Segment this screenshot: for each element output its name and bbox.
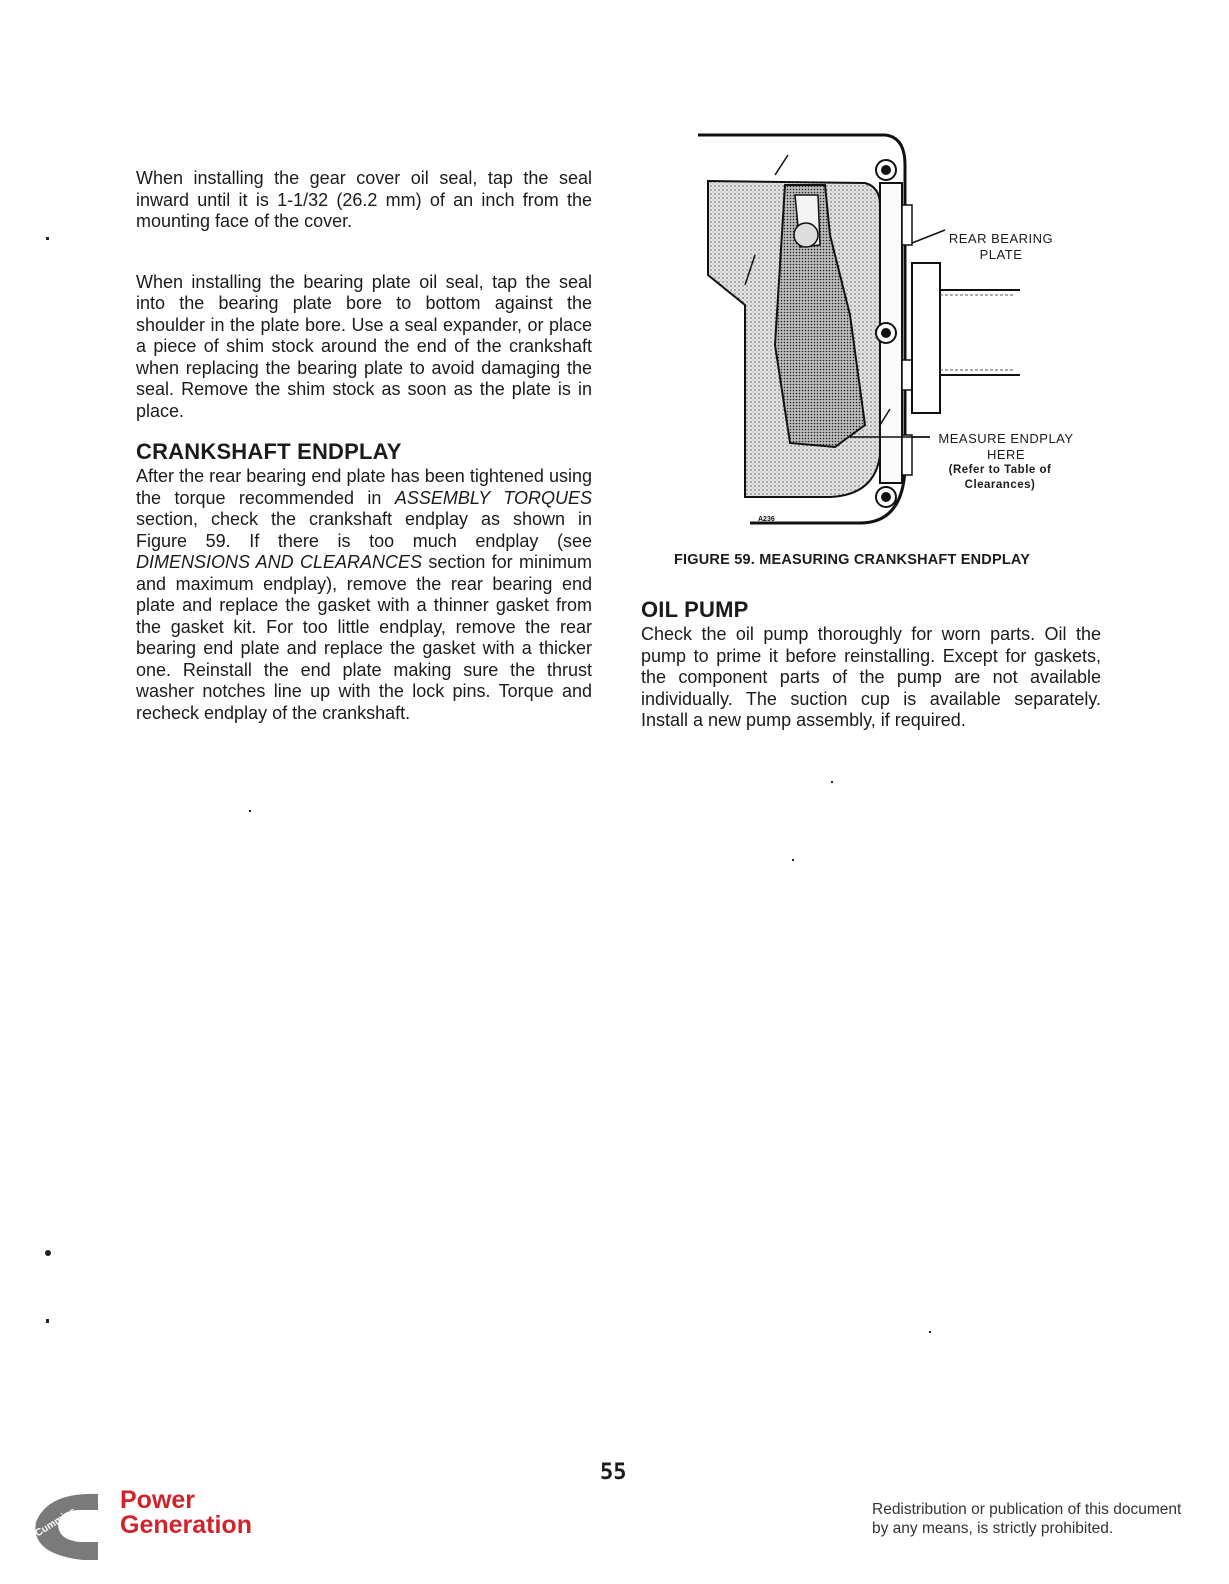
scan-speck <box>792 859 794 861</box>
oil-pump-heading: OIL PUMP <box>641 597 749 622</box>
scan-speck <box>831 781 833 783</box>
scan-speck <box>46 1319 49 1323</box>
refer-table-label: (Refer to Table of Clearances) <box>948 464 1052 491</box>
figure-code: A236 <box>758 516 775 523</box>
power-generation-brand: Power Generation <box>120 1486 252 1539</box>
rear-bearing-plate-label: REAR BEARING PLATE <box>948 231 1054 262</box>
assembly-torques-ref: ASSEMBLY TORQUES <box>394 487 592 508</box>
redistribution-notice: Redistribution or publication of this document by any means, is strictly prohibited. <box>872 1501 1182 1537</box>
scan-speck <box>249 810 251 812</box>
crankshaft-endplay-heading: CRANKSHAFT ENDPLAY <box>136 439 402 464</box>
logo-wordmark: Cummins <box>33 1505 78 1540</box>
scan-speck <box>45 1250 51 1256</box>
measure-endplay-label: MEASURE ENDPLAY HERE <box>938 431 1074 462</box>
oil-pump-paragraph: Check the oil pump thoroughly for worn parts. Oil the pump to prime it before reinstalling. Except for gaskets, the component parts of the pump are not available individually. The suction cup is available separately. Install a new pump assembly, if required. <box>641 624 1101 730</box>
dimensions-clearances-ref: DIMENSIONS AND CLEARANCES <box>136 552 423 572</box>
scan-speck <box>46 237 49 240</box>
gear-seal-paragraph: When installing the gear cover oil seal, tap the seal inward until it is 1-1/32 (26.2 mm) of an inch from the mounting face of the cover. <box>136 168 592 231</box>
scan-speck <box>929 1331 931 1333</box>
left-column <box>136 168 592 724</box>
right-column <box>641 596 1101 732</box>
page-number: 55 <box>600 1460 627 1485</box>
bearing-seal-paragraph: When installing the bearing plate oil seal, tap the seal into the bearing plate bore to bottom against the shoulder in the plate bore. Use a seal expander, or place a piece of shim stock around the end of the crankshaft when replacing the bearing plate to avoid damaging the seal. Remove the shim stock as soon as the plate is in place. <box>136 271 592 421</box>
figure-caption: FIGURE 59. MEASURING CRANKSHAFT ENDPLAY <box>674 552 1031 568</box>
endplay-paragraph: After the rear bearing end plate has been tightened using the torque recommended in ASSEMBLY TORQUES section, check the crankshaft endplay as shown in Figure 59. If there is too much endplay (see DIMENSIONS AND CLEARANCES section for minimum and maximum endplay), remove the rear bearing end plate and replace the gasket with a thinner gasket from the gasket kit. For too little endplay, remove the rear bearing end plate and replace the gasket with a thicker one. Reinstall the end plate making sure the thrust washer notches line up with the lock pins. Torque and recheck endplay of the crankshaft. <box>136 466 592 723</box>
